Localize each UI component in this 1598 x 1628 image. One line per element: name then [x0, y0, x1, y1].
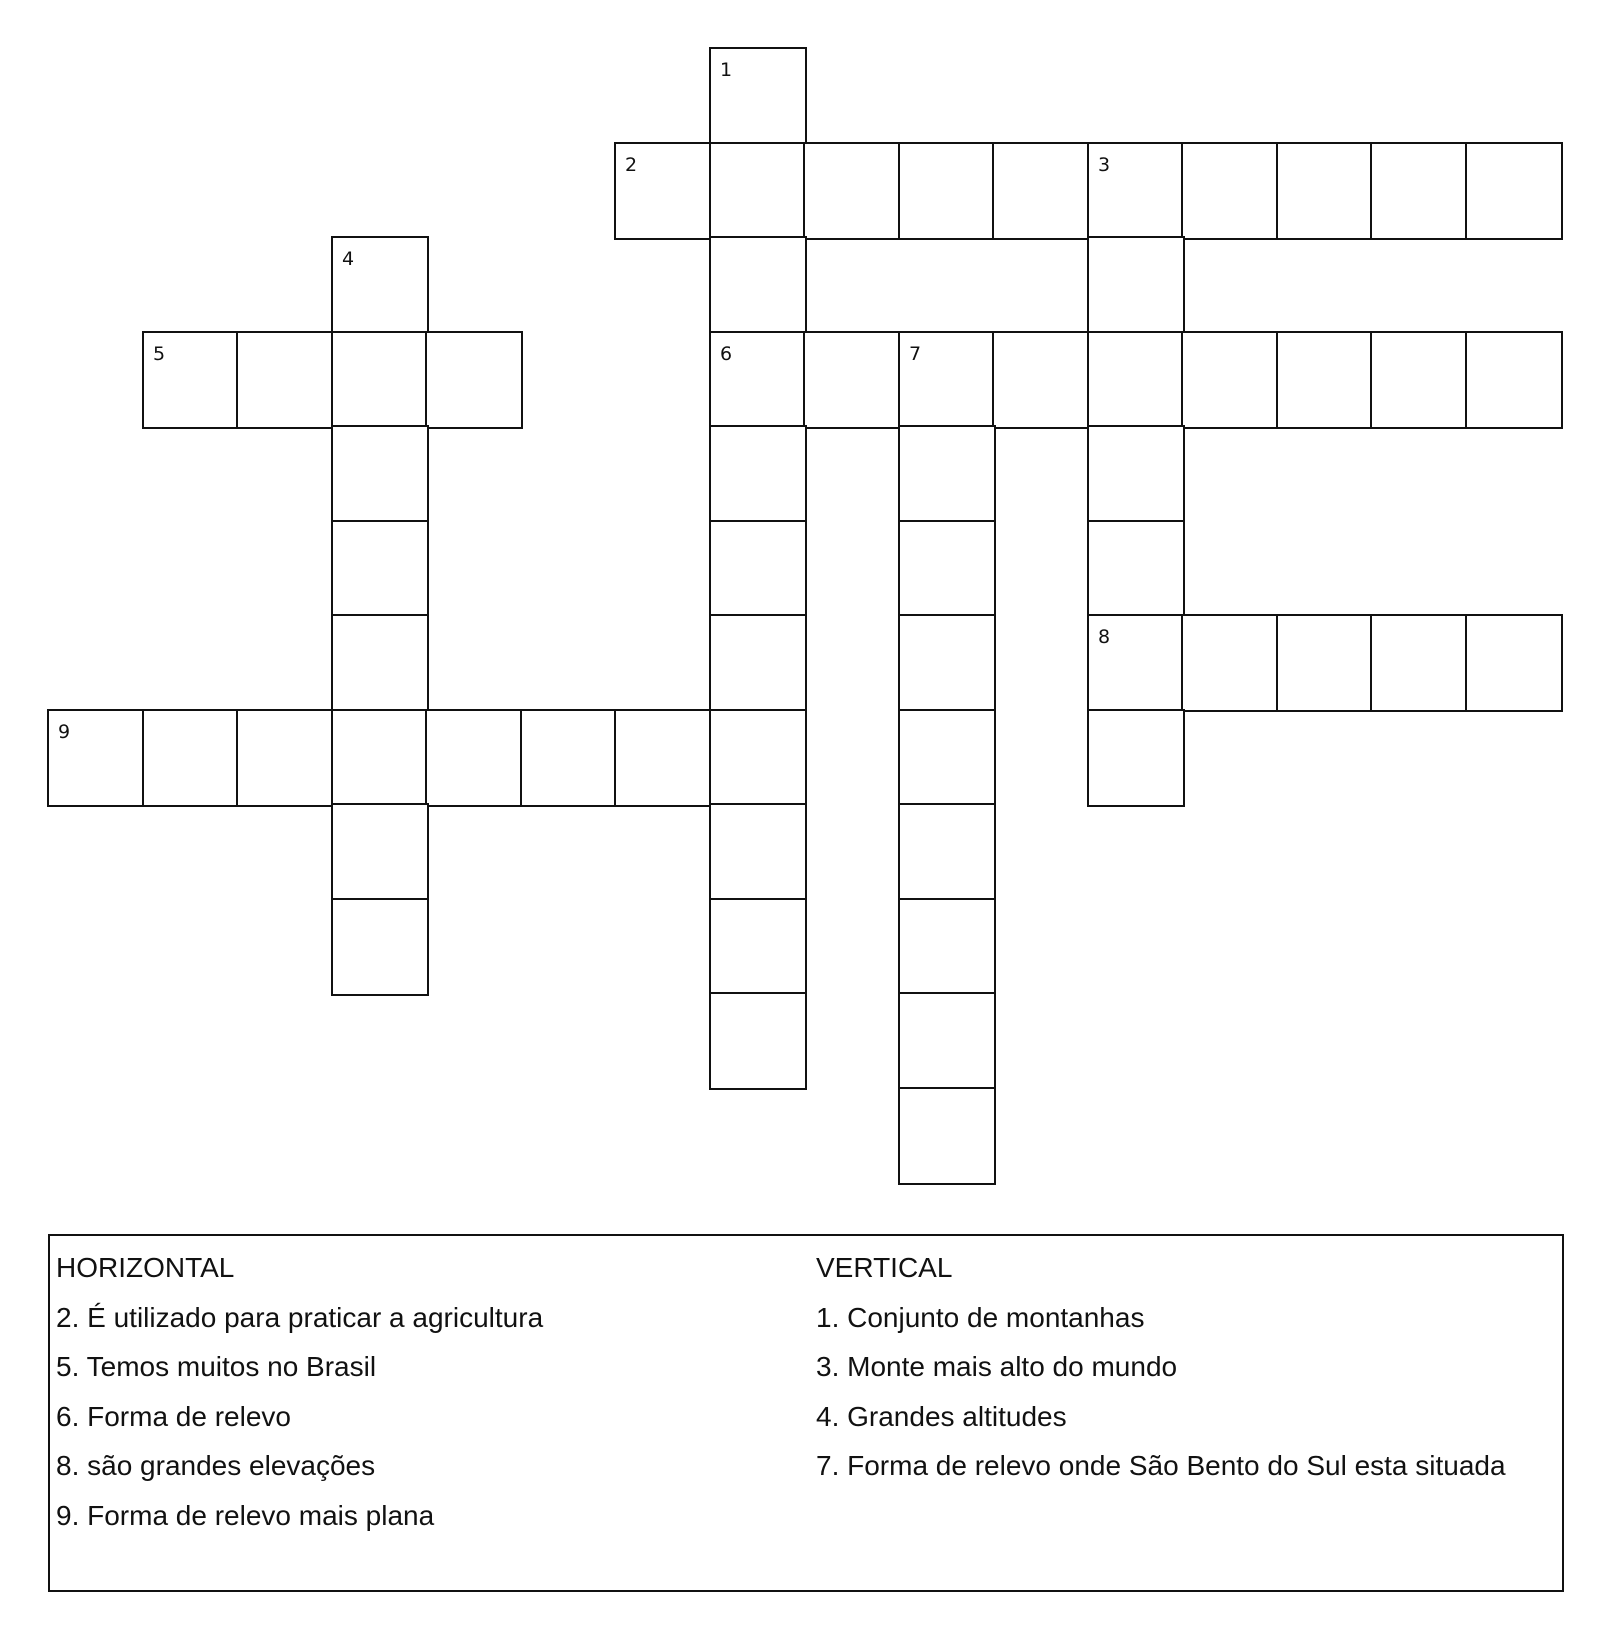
- grid-cell[interactable]: [992, 142, 1090, 240]
- vertical-heading: VERTICAL: [816, 1252, 953, 1283]
- clue-4-vertical: 4. Grandes altitudes: [816, 1400, 1067, 1432]
- grid-cell[interactable]: [331, 898, 429, 996]
- grid-cell[interactable]: [898, 142, 996, 240]
- grid-cell[interactable]: [709, 142, 807, 240]
- grid-cell[interactable]: [425, 331, 523, 429]
- grid-cell[interactable]: [709, 425, 807, 523]
- horizontal-clues: [56, 1250, 543, 1547]
- clue-1-vertical: 1. Conjunto de montanhas: [816, 1301, 1145, 1333]
- clue-number: 6: [720, 343, 733, 365]
- grid-cell[interactable]: [331, 425, 429, 523]
- grid-cell[interactable]: [1181, 331, 1279, 429]
- clue-number: 7: [909, 343, 922, 365]
- clue-7-vertical: 7. Forma de relevo onde São Bento do Sul esta situada: [816, 1450, 1506, 1481]
- grid-cell[interactable]: [709, 331, 807, 429]
- clue-number: 5: [153, 343, 166, 365]
- grid-cell[interactable]: [1087, 520, 1185, 618]
- grid-cell[interactable]: [1370, 614, 1468, 712]
- grid-cell[interactable]: [1465, 614, 1563, 712]
- grid-cell[interactable]: [898, 898, 996, 996]
- grid-cell[interactable]: [1465, 331, 1563, 429]
- grid-cell[interactable]: [992, 331, 1090, 429]
- grid-cell[interactable]: [709, 520, 807, 618]
- grid-cell[interactable]: [1087, 142, 1185, 240]
- grid-cell[interactable]: [1465, 142, 1563, 240]
- grid-cell[interactable]: [1087, 236, 1185, 334]
- clue-number: 3: [1098, 154, 1111, 176]
- grid-cell[interactable]: [1087, 425, 1185, 523]
- grid-cell[interactable]: [331, 331, 429, 429]
- grid-cell[interactable]: [614, 709, 712, 807]
- grid-cell[interactable]: [331, 236, 429, 334]
- horizontal-heading: HORIZONTAL: [56, 1252, 235, 1283]
- grid-cell[interactable]: [331, 520, 429, 618]
- grid-cell[interactable]: [898, 709, 996, 807]
- clue-6-horizontal: 6. Forma de relevo: [56, 1400, 291, 1432]
- grid-cell[interactable]: [898, 992, 996, 1090]
- grid-cell[interactable]: [331, 803, 429, 901]
- clue-number: 9: [58, 721, 71, 743]
- grid-cell[interactable]: [236, 331, 334, 429]
- grid-cell[interactable]: [1276, 614, 1374, 712]
- grid-cell[interactable]: [47, 709, 145, 807]
- grid-cell[interactable]: [709, 614, 807, 712]
- grid-cell[interactable]: [142, 331, 240, 429]
- clue-9-horizontal: 9. Forma de relevo mais plana: [56, 1499, 435, 1531]
- grid-cell[interactable]: [614, 142, 712, 240]
- grid-cell[interactable]: [142, 709, 240, 807]
- clue-number: 4: [342, 248, 355, 270]
- grid-cell[interactable]: [898, 614, 996, 712]
- clue-2-horizontal: 2. É utilizado para praticar a agricultura: [56, 1301, 544, 1333]
- grid-cell[interactable]: [1087, 614, 1185, 712]
- grid-cell[interactable]: [898, 331, 996, 429]
- grid-cell[interactable]: [709, 236, 807, 334]
- grid-cell[interactable]: [709, 898, 807, 996]
- clue-8-horizontal: 8. são grandes elevações: [56, 1450, 376, 1481]
- clue-number: 2: [625, 154, 638, 176]
- grid-cell[interactable]: [803, 142, 901, 240]
- grid-cell[interactable]: [709, 803, 807, 901]
- clues-panel: [48, 1234, 1564, 1592]
- grid-cell[interactable]: [898, 520, 996, 618]
- clue-number: 8: [1098, 626, 1111, 648]
- grid-cell[interactable]: [1181, 142, 1279, 240]
- clue-3-vertical: 3. Monte mais alto do mundo: [816, 1351, 1178, 1382]
- grid-cell[interactable]: [331, 709, 429, 807]
- grid-cell[interactable]: [709, 709, 807, 807]
- grid-cell[interactable]: [1181, 614, 1279, 712]
- grid-cell[interactable]: [236, 709, 334, 807]
- grid-cell[interactable]: [520, 709, 618, 807]
- grid-cell[interactable]: [803, 331, 901, 429]
- grid-cell[interactable]: [425, 709, 523, 807]
- grid-cell[interactable]: [1087, 331, 1185, 429]
- grid-cell[interactable]: [1276, 142, 1374, 240]
- grid-cell[interactable]: [709, 992, 807, 1090]
- grid-cell[interactable]: [709, 47, 807, 145]
- grid-cell[interactable]: [898, 803, 996, 901]
- clue-5-horizontal: 5. Temos muitos no Brasil: [56, 1351, 377, 1382]
- grid-cell[interactable]: [898, 425, 996, 523]
- clue-number: 1: [720, 59, 733, 81]
- grid-cell[interactable]: [898, 1087, 996, 1185]
- grid-cell[interactable]: [1370, 331, 1468, 429]
- grid-cell[interactable]: [1370, 142, 1468, 240]
- grid-cell[interactable]: [1087, 709, 1185, 807]
- grid-cell[interactable]: [1276, 331, 1374, 429]
- grid-cell[interactable]: [331, 614, 429, 712]
- vertical-clues: [816, 1250, 1506, 1498]
